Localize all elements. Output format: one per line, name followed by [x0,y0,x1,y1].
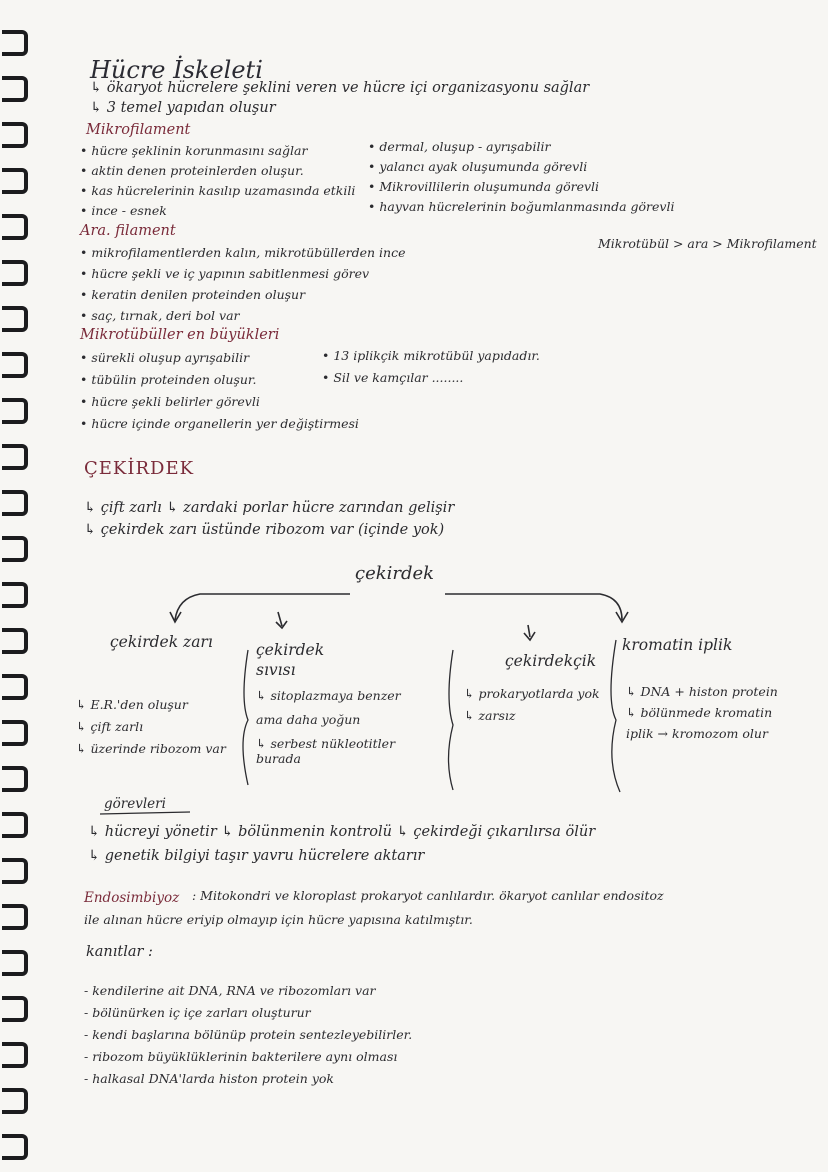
microtubule-left-1: • sürekli oluşup ayrışabilir [80,350,250,365]
diagram-root: çekirdek [355,563,435,584]
intermediate-item-4: • saç, tırnak, deri bol var [80,308,240,323]
endosymbiosis-term: Endosimbiyoz [84,890,180,906]
microfilament-left-4: • ince - esnek [80,203,167,218]
size-comparison-note: Mikrotübül > ara > Mikrofilament [598,236,817,251]
branch-title-chromatin: kromatin iplik [622,636,733,654]
branch-membrane-note-1: ↳ E.R.'den oluşur [76,697,188,712]
endosymbiosis-text-1: : Mitokondri ve kloroplast prokaryot canlılardır. ökaryot canlılar endositoz [192,888,664,903]
intermediate-item-2: • hücre şekli ve iç yapının sabitlenmesi görev [80,266,370,281]
branch-title-nucleolus: çekirdekçik [505,652,597,670]
branch-membrane-note-3: ↳ üzerinde ribozom var [76,741,226,756]
branch-nucleolus-note-1: ↳ prokaryotlarda yok [464,686,600,701]
intermediate-heading: Ara. filament [80,223,176,239]
evidence-item-3: - kendi başlarına bölünüp protein sentezleyebilirler. [84,1027,413,1042]
microfilament-left-3: • kas hücrelerinin kasılıp uzamasında etkili [80,183,356,198]
microfilament-right-1: • dermal, oluşup - ayrışabilir [368,139,551,154]
evidence-item-4: - ribozom büyüklüklerinin bakterilere aynı olması [84,1049,398,1064]
functions-item-1: ↳ hücreyi yönetir ↳ bölünmenin kontrolü ↳ çekirdeği çıkarılırsa ölür [88,824,596,840]
intermediate-item-1: • mikrofilamentlerden kalın, mikrotübüllerden ince [80,245,406,260]
evidence-item-2: - bölünürken iç içe zarları oluşturur [84,1005,311,1020]
microtubule-right-2: • Sil ve kamçılar ........ [322,370,464,385]
evidence-item-1: - kendilerine ait DNA, RNA ve ribozomları var [84,983,376,998]
microfilament-left-1: • hücre şeklinin korunmasını sağlar [80,143,308,158]
intro-line-1: ↳ ökaryot hücrelere şeklini veren ve hücre içi organizasyonu sağlar [90,80,590,96]
microfilament-right-2: • yalancı ayak oluşumunda görevli [368,159,588,174]
microfilament-right-4: • hayvan hücrelerinin boğumlanmasında görevli [368,199,675,214]
branch-title-membrane: çekirdek zarı [110,633,213,651]
microtubule-left-3: • hücre şekli belirler görevli [80,394,260,409]
microtubule-left-4: • hücre içinde organellerin yer değiştirmesi [80,416,359,431]
branch-sap-note-1: ↳ sitoplazmaya benzer [256,688,401,703]
functions-item-2: ↳ genetik bilgiyi taşır yavru hücrelere aktarır [88,848,425,864]
microfilament-left-2: • aktin denen proteinlerden oluşur. [80,163,304,178]
branch-sap-note-2: ama daha yoğun [256,712,361,727]
nucleus-item-1: ↳ çift zarlı ↳ zardaki porlar hücre zarından gelişir [84,500,455,516]
evidence-item-5: - halkasal DNA'larda histon protein yok [84,1071,334,1086]
evidence-heading: kanıtlar : [86,944,153,960]
intro-line-2: ↳ 3 temel yapıdan oluşur [90,100,276,116]
endosymbiosis-text-2: ile alınan hücre eriyip olmayıp için hücre yapısına katılmıştır. [84,912,473,927]
branch-chromatin-note-2: ↳ bölünmede kromatin [626,705,773,720]
nucleus-item-2: ↳ çekirdek zarı üstünde ribozom var (içinde yok) [84,522,445,538]
page-title: Hücre İskeleti [90,56,263,84]
microtubule-right-1: • 13 iplikçik mikrotübül yapıdadır. [322,348,540,363]
intermediate-item-3: • keratin denilen proteinden oluşur [80,287,306,302]
branch-title-sap: çekirdek sıvısı [256,641,325,679]
branch-chromatin-note-3: iplik → kromozom olur [626,726,768,741]
microfilament-right-3: • Mikrovillilerin oluşumunda görevli [368,179,600,194]
microtubule-left-2: • tübülin proteinden oluşur. [80,372,257,387]
branch-sap-note-3: ↳ serbest nükleotitler burada [256,736,396,766]
branch-membrane-note-2: ↳ çift zarlı [76,719,144,734]
branch-chromatin-note-1: ↳ DNA + histon protein [626,684,778,699]
nucleus-heading: ÇEKİRDEK [84,458,195,479]
microfilament-heading: Mikrofilament [86,122,191,138]
microtubule-heading: Mikrotübüller en büyükleri [80,327,280,343]
branch-nucleolus-note-2: ↳ zarsız [464,708,516,723]
functions-heading: görevleri [104,796,166,812]
